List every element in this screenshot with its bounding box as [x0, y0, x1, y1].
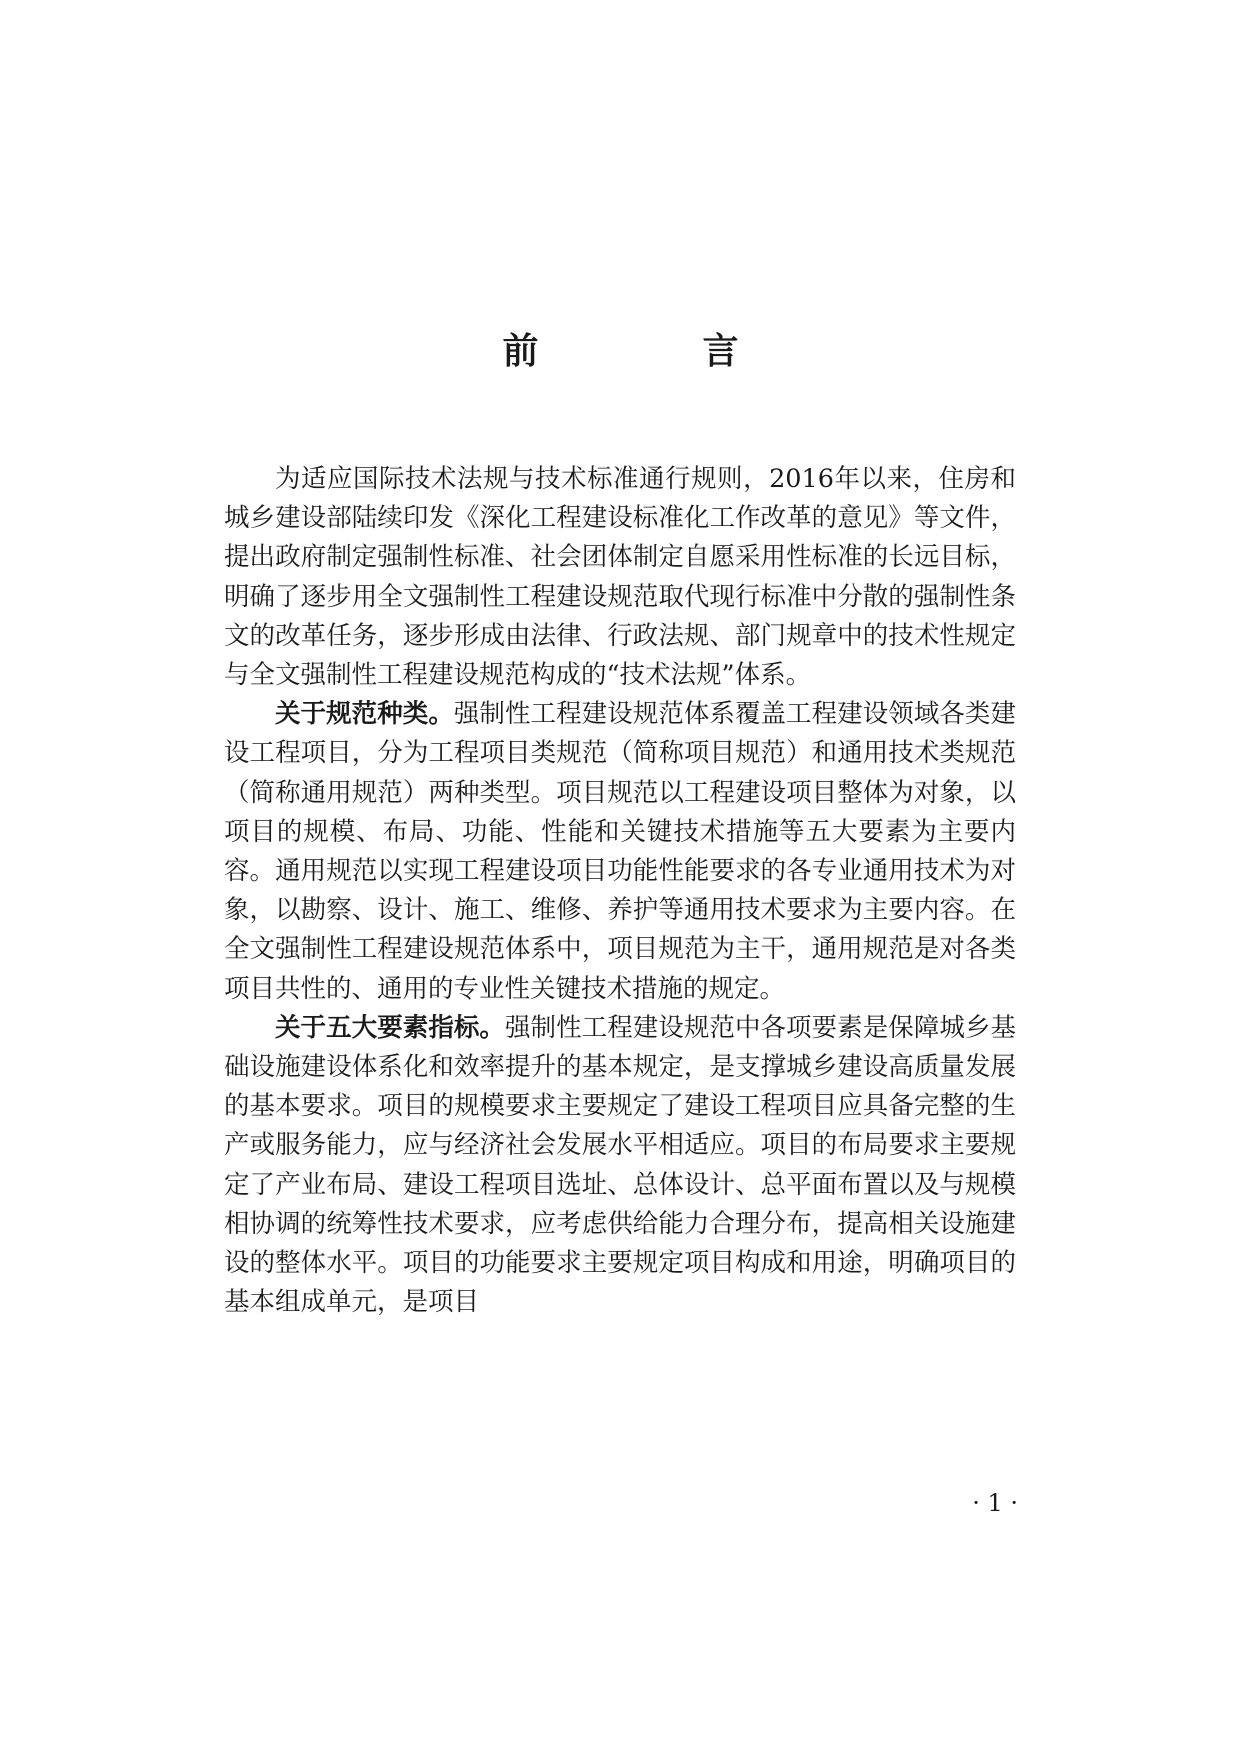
paragraph-text: 强制性工程建设规范体系覆盖工程建设领域各类建设工程项目，分为工程项目类规范（简称项目规范）和通用技术类规范（简称通用规范）两种类型。项目规范以工程建设项目整体为对象，以项目的规模、布局、功能、性能和关键技术措施等五大要素为主要内容。通用规范以实现工程建设项目功能性能要求的各专业通用技术为对象，以勘察、设计、施工、维修、养护等通用技术要求为主要内容。在全文强制性工程建设规范体系中，项目规范为主干，通用规范是对各类项目共性的、通用的专业性关键技术措施的规定。: [224, 699, 1016, 1004]
preface-body: [224, 460, 1016, 1322]
page-title: 前 言: [502, 331, 803, 372]
page-number: · 1 ·: [972, 1489, 1018, 1517]
paragraph-lead: 关于规范种类。: [275, 699, 454, 730]
paragraph-1: [224, 460, 1016, 695]
paragraph-2: [224, 695, 1016, 1009]
paragraph-lead: 关于五大要素指标。: [275, 1012, 505, 1043]
paragraph-text: 强制性工程建设规范中各项要素是保障城乡基础设施建设体系化和效率提升的基本规定，是支撑城乡建设高质量发展的基本要求。项目的规模要求主要规定了建设工程项目应具备完整的生产或服务能力，应与经济社会发展水平相适应。项目的布局要求主要规定了产业布局、建设工程项目选址、总体设计、总平面布置以及与规模相协调的统筹性技术要求，应考虑供给能力合理分布，提高相关设施建设的整体水平。项目的功能要求主要规定项目构成和用途，明确项目的基本组成单元，是项目: [224, 1012, 1016, 1318]
paragraph-text: 为适应国际技术法规与技术标准通行规则，2016年以来，住房和城乡建设部陆续印发《深化工程建设标准化工作改革的意见》等文件，提出政府制定强制性标准、社会团体制定自愿采用性标准的长远目标，明确了逐步用全文强制性工程建设规范取代现行标准中分散的强制性条文的改革任务，逐步形成由法律、行政法规、部门规章中的技术性规定与全文强制性工程建设规范构成的“技术法规”体系。: [224, 464, 1016, 691]
paragraph-3: [224, 1009, 1016, 1323]
